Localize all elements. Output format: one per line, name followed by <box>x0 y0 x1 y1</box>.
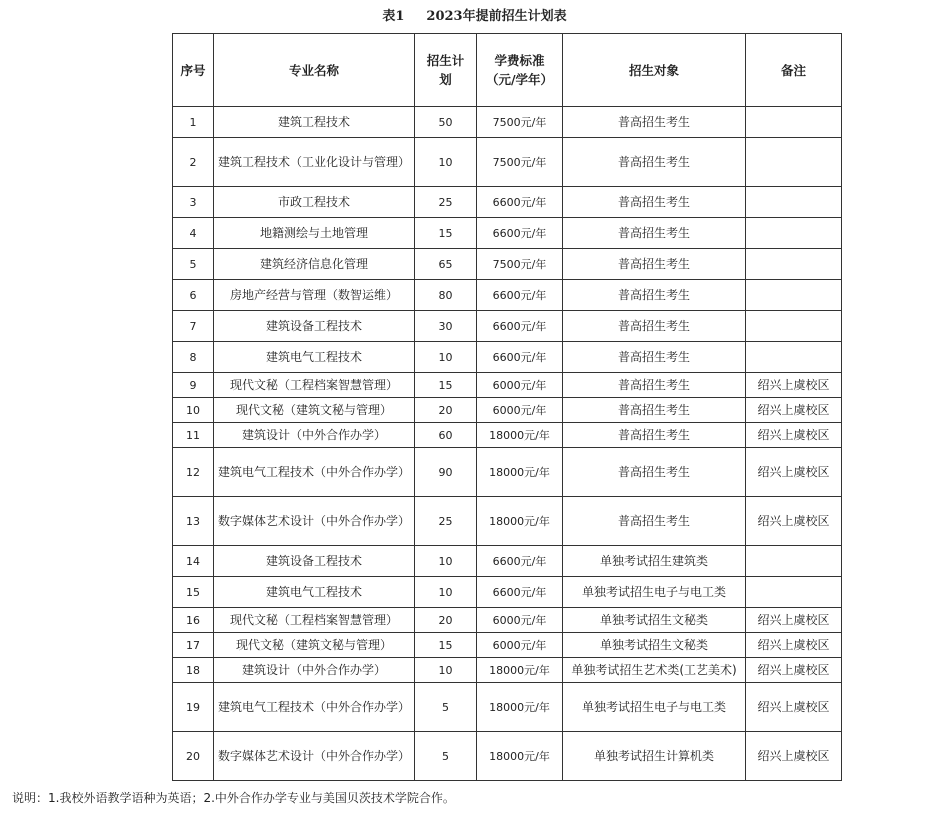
cell-fee: 6600元/年 <box>477 187 563 218</box>
cell-plan: 10 <box>415 138 477 187</box>
cell-major: 建筑工程技术 <box>214 107 415 138</box>
table-row <box>173 311 842 342</box>
header-no: 序号 <box>173 34 214 107</box>
cell-no: 14 <box>173 546 214 577</box>
cell-target: 单独考试招生电子与电工类 <box>563 683 746 732</box>
cell-remark <box>746 311 842 342</box>
header-fee: 学费标准（元/学年） <box>477 34 563 107</box>
cell-no: 15 <box>173 577 214 608</box>
cell-major: 现代文秘（建筑文秘与管理） <box>214 633 415 658</box>
table-row <box>173 373 842 398</box>
cell-target: 普高招生考生 <box>563 280 746 311</box>
cell-remark <box>746 546 842 577</box>
cell-plan: 30 <box>415 311 477 342</box>
cell-target: 普高招生考生 <box>563 138 746 187</box>
cell-plan: 15 <box>415 373 477 398</box>
header-target: 招生对象 <box>563 34 746 107</box>
cell-target: 普高招生考生 <box>563 311 746 342</box>
cell-plan: 25 <box>415 187 477 218</box>
cell-fee: 6600元/年 <box>477 342 563 373</box>
cell-remark: 绍兴上虞校区 <box>746 423 842 448</box>
header-major: 专业名称 <box>214 34 415 107</box>
cell-major: 建筑经济信息化管理 <box>214 249 415 280</box>
table-row <box>173 280 842 311</box>
cell-target: 普高招生考生 <box>563 342 746 373</box>
cell-no: 9 <box>173 373 214 398</box>
cell-target: 普高招生考生 <box>563 218 746 249</box>
cell-plan: 90 <box>415 448 477 497</box>
cell-plan: 20 <box>415 398 477 423</box>
cell-plan: 10 <box>415 577 477 608</box>
table-row <box>173 138 842 187</box>
header-remark: 备注 <box>746 34 842 107</box>
table-row <box>173 577 842 608</box>
table-row <box>173 497 842 546</box>
cell-target: 单独考试招生电子与电工类 <box>563 577 746 608</box>
cell-remark: 绍兴上虞校区 <box>746 658 842 683</box>
header-plan: 招生计划 <box>415 34 477 107</box>
cell-major: 建筑设计（中外合作办学） <box>214 423 415 448</box>
table-row <box>173 683 842 732</box>
table-row <box>173 608 842 633</box>
table-row <box>173 249 842 280</box>
table-row <box>173 423 842 448</box>
cell-no: 7 <box>173 311 214 342</box>
cell-no: 4 <box>173 218 214 249</box>
cell-plan: 20 <box>415 608 477 633</box>
cell-no: 1 <box>173 107 214 138</box>
cell-major: 建筑电气工程技术 <box>214 342 415 373</box>
table-row <box>173 218 842 249</box>
cell-remark: 绍兴上虞校区 <box>746 448 842 497</box>
cell-fee: 6600元/年 <box>477 280 563 311</box>
cell-remark: 绍兴上虞校区 <box>746 608 842 633</box>
cell-target: 普高招生考生 <box>563 448 746 497</box>
cell-fee: 6000元/年 <box>477 398 563 423</box>
cell-fee: 6600元/年 <box>477 311 563 342</box>
cell-target: 普高招生考生 <box>563 423 746 448</box>
cell-remark <box>746 577 842 608</box>
cell-major: 建筑电气工程技术 <box>214 577 415 608</box>
cell-remark: 绍兴上虞校区 <box>746 373 842 398</box>
table-title <box>0 5 949 24</box>
cell-plan: 60 <box>415 423 477 448</box>
cell-major: 地籍测绘与土地管理 <box>214 218 415 249</box>
cell-major: 数字媒体艺术设计（中外合作办学） <box>214 497 415 546</box>
cell-remark: 绍兴上虞校区 <box>746 683 842 732</box>
cell-fee: 18000元/年 <box>477 683 563 732</box>
table-row <box>173 546 842 577</box>
cell-fee: 6600元/年 <box>477 546 563 577</box>
cell-no: 17 <box>173 633 214 658</box>
table-row <box>173 187 842 218</box>
cell-fee: 6600元/年 <box>477 218 563 249</box>
cell-no: 2 <box>173 138 214 187</box>
cell-fee: 6000元/年 <box>477 608 563 633</box>
cell-target: 单独考试招生计算机类 <box>563 732 746 781</box>
cell-remark <box>746 187 842 218</box>
cell-target: 普高招生考生 <box>563 107 746 138</box>
table-header-row <box>173 34 842 107</box>
cell-remark <box>746 280 842 311</box>
cell-target: 普高招生考生 <box>563 373 746 398</box>
footnote: 说明：1.我校外语教学语种为英语；2.中外合作办学专业与美国贝茨技术学院合作。 <box>12 791 455 805</box>
cell-no: 13 <box>173 497 214 546</box>
cell-major: 建筑电气工程技术（中外合作办学） <box>214 448 415 497</box>
cell-target: 单独考试招生文秘类 <box>563 633 746 658</box>
cell-major: 市政工程技术 <box>214 187 415 218</box>
cell-plan: 15 <box>415 633 477 658</box>
cell-target: 普高招生考生 <box>563 249 746 280</box>
cell-major: 建筑工程技术（工业化设计与管理） <box>214 138 415 187</box>
cell-fee: 6000元/年 <box>477 633 563 658</box>
cell-target: 普高招生考生 <box>563 398 746 423</box>
cell-remark <box>746 249 842 280</box>
cell-no: 18 <box>173 658 214 683</box>
cell-target: 单独考试招生艺术类(工艺美术) <box>563 658 746 683</box>
table-row <box>173 107 842 138</box>
cell-major: 数字媒体艺术设计（中外合作办学） <box>214 732 415 781</box>
cell-fee: 7500元/年 <box>477 249 563 280</box>
cell-no: 19 <box>173 683 214 732</box>
cell-plan: 5 <box>415 683 477 732</box>
table-row <box>173 732 842 781</box>
cell-remark: 绍兴上虞校区 <box>746 732 842 781</box>
cell-target: 单独考试招生建筑类 <box>563 546 746 577</box>
cell-no: 8 <box>173 342 214 373</box>
cell-fee: 7500元/年 <box>477 138 563 187</box>
cell-remark: 绍兴上虞校区 <box>746 633 842 658</box>
cell-no: 11 <box>173 423 214 448</box>
cell-plan: 10 <box>415 658 477 683</box>
table-row <box>173 448 842 497</box>
cell-no: 6 <box>173 280 214 311</box>
cell-target: 普高招生考生 <box>563 187 746 218</box>
table-title-text: 2023年提前招生计划表 <box>426 9 567 24</box>
cell-no: 12 <box>173 448 214 497</box>
cell-remark <box>746 107 842 138</box>
cell-plan: 10 <box>415 342 477 373</box>
cell-major: 现代文秘（工程档案智慧管理） <box>214 608 415 633</box>
cell-plan: 25 <box>415 497 477 546</box>
cell-target: 单独考试招生文秘类 <box>563 608 746 633</box>
cell-fee: 18000元/年 <box>477 423 563 448</box>
table-row <box>173 658 842 683</box>
cell-remark <box>746 342 842 373</box>
table-row <box>173 342 842 373</box>
table-row <box>173 633 842 658</box>
cell-plan: 15 <box>415 218 477 249</box>
cell-major: 现代文秘（工程档案智慧管理） <box>214 373 415 398</box>
cell-remark <box>746 218 842 249</box>
cell-plan: 10 <box>415 546 477 577</box>
enrollment-plan-table <box>172 33 842 781</box>
cell-fee: 6000元/年 <box>477 373 563 398</box>
cell-major: 建筑设备工程技术 <box>214 311 415 342</box>
cell-plan: 65 <box>415 249 477 280</box>
cell-major: 建筑设备工程技术 <box>214 546 415 577</box>
cell-no: 3 <box>173 187 214 218</box>
table-row <box>173 398 842 423</box>
cell-plan: 5 <box>415 732 477 781</box>
cell-remark <box>746 138 842 187</box>
cell-remark: 绍兴上虞校区 <box>746 497 842 546</box>
cell-plan: 50 <box>415 107 477 138</box>
cell-no: 20 <box>173 732 214 781</box>
cell-remark: 绍兴上虞校区 <box>746 398 842 423</box>
cell-fee: 18000元/年 <box>477 448 563 497</box>
cell-fee: 18000元/年 <box>477 732 563 781</box>
cell-fee: 18000元/年 <box>477 658 563 683</box>
cell-major: 建筑电气工程技术（中外合作办学） <box>214 683 415 732</box>
cell-fee: 6600元/年 <box>477 577 563 608</box>
cell-major: 现代文秘（建筑文秘与管理） <box>214 398 415 423</box>
cell-target: 普高招生考生 <box>563 497 746 546</box>
cell-no: 16 <box>173 608 214 633</box>
cell-major: 建筑设计（中外合作办学） <box>214 658 415 683</box>
table-number: 表1 <box>382 9 405 24</box>
cell-fee: 7500元/年 <box>477 107 563 138</box>
cell-major: 房地产经营与管理（数智运维） <box>214 280 415 311</box>
cell-fee: 18000元/年 <box>477 497 563 546</box>
cell-plan: 80 <box>415 280 477 311</box>
cell-no: 10 <box>173 398 214 423</box>
cell-no: 5 <box>173 249 214 280</box>
